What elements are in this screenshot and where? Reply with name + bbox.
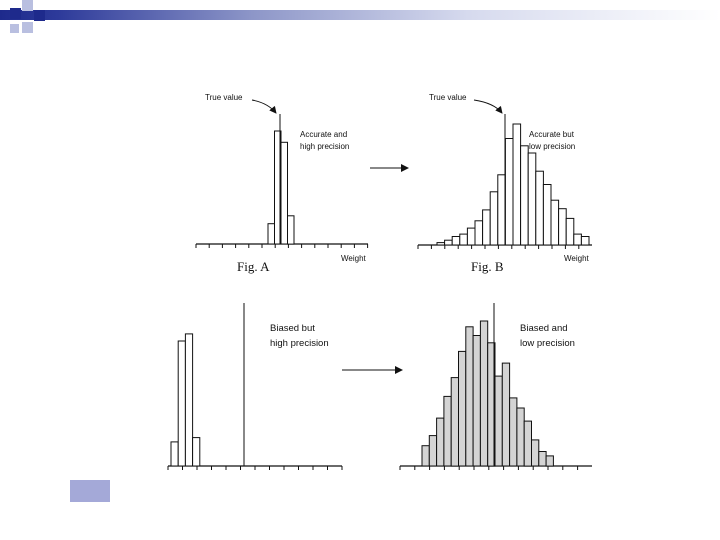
figure-b-ticks [418,245,579,249]
figure-c-note-line-2: high precision [270,338,329,349]
figure-c-bar [178,341,185,466]
figure-a-axis-label: Weight [341,254,366,263]
figure-b-bar [536,171,544,245]
figure-b-note-line-2: low precision [529,142,576,151]
figure-b-bar [521,146,529,245]
slide-tab-block [70,480,110,502]
figure-a-note-line-1: Accurate and [300,130,348,139]
figure-d-note-line-1: Biased and [520,323,568,334]
figure-d-bar [437,418,444,466]
figure-a [196,93,368,274]
figure-b-bar [437,243,445,245]
figure-a-bar [281,142,288,244]
figure-a-true-value-label: True value [205,93,243,102]
figure-d-bar [480,321,487,466]
figure-b-bar [581,237,589,246]
figure-d-bar [429,436,436,466]
figure-d [400,303,592,470]
figure-d-bar [473,336,480,467]
figure-b-bar [543,185,551,246]
figure-d-bar [495,376,502,466]
figure-d-bar [524,421,531,466]
figure-b-bar [505,139,513,246]
figure-d-bar [466,327,473,466]
figure-b-bar [483,210,491,245]
figure-c [168,303,342,470]
figure-b-note-line-1: Accurate but [529,130,574,139]
figure-a-caption: Fig. A [237,259,270,274]
figure-b-bar [528,153,536,245]
figure-d-bar [502,363,509,466]
figure-b-bar [475,221,483,245]
figure-c-bar [193,438,200,466]
figure-b-bar [574,234,582,245]
figure-a-bar [268,224,275,244]
figure-d-bar [451,378,458,467]
figure-d-bar [459,351,466,466]
figure-d-bar [444,396,451,466]
figure-d-bar [510,398,517,466]
figure-d-bar [539,452,546,467]
figure-a-note-line-2: high precision [300,142,350,151]
figure-a-bar [288,216,295,244]
figure-b-bar [559,209,567,245]
figure-b-bar [551,200,559,245]
figure-b-bar [490,192,498,245]
figure-b-bar [452,237,460,246]
figure-b-bar [513,124,521,245]
figure-a-histogram [268,131,294,244]
figure-b-bar [498,175,506,245]
figure-b-bar [460,234,468,245]
figure-c-note-line-1: Biased but [270,323,315,334]
figure-c-bar [185,334,192,466]
figure-d-bar [546,456,553,466]
figure-b [418,93,592,274]
figure-c-bar [171,442,178,466]
figure-b-bar [445,240,453,245]
figure-b-caption: Fig. B [471,259,504,274]
figure-b-true-value-label: True value [429,93,467,102]
figure-a-true-value-pointer [252,100,276,113]
figure-d-bar [532,440,539,466]
figure-a-ticks [196,244,368,248]
figure-b-bar [566,218,574,245]
figure-d-note-line-2: low precision [520,338,575,349]
figure-b-axis-label: Weight [564,254,589,263]
figure-d-bar [517,408,524,466]
figure-b-bar [467,228,475,245]
figure-c-histogram [171,334,200,466]
figure-d-bar [422,446,429,466]
figure-b-true-value-pointer [474,100,502,113]
